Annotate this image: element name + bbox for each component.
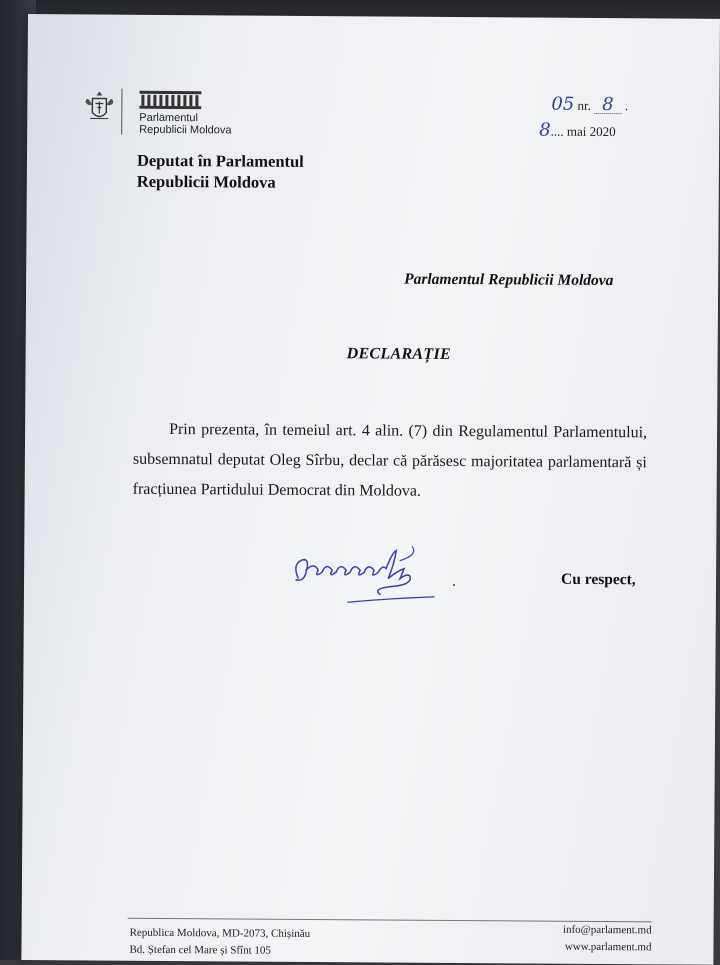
parliament-building-icon — [139, 89, 201, 109]
stray-mark — [453, 584, 455, 586]
addressee: Parlamentul Republicii Moldova — [404, 270, 614, 290]
sender-line1: Deputat în Parlamentul — [136, 150, 304, 171]
handwritten-signature — [288, 542, 438, 607]
date-suffix: .... mai 2020 — [550, 123, 616, 140]
org-name-line1: Parlamentul — [139, 111, 199, 125]
registration-number: 05 nr. 8 . — [551, 93, 629, 116]
document-date — [539, 120, 616, 142]
footer-address-line2: Bd. Ștefan cel Mare și Sfînt 105 — [129, 943, 271, 957]
footer-contacts — [553, 922, 651, 957]
handwritten-day: 05 — [551, 93, 575, 115]
declaration-body: Prin prezenta, în temeiul art. 4 alin. (7) din Regulamentul Parlamentului, subsemnatul deputat Oleg Sîrbu, declar că părăsesc majoritatea parlamentară și fracțiunea Partidului Democrat din Moldova. — [132, 420, 648, 500]
footer-address — [129, 925, 310, 960]
handwritten-date-day: 8 — [539, 119, 551, 141]
org-name-line2: Republicii Moldova — [139, 123, 232, 137]
sender-block — [137, 150, 304, 193]
coat-of-arms-icon — [83, 88, 115, 128]
closing-phrase: Cu respect, — [561, 570, 636, 589]
nr-label: nr. — [577, 97, 591, 113]
document-page — [21, 14, 720, 965]
letterhead-divider — [121, 89, 122, 135]
document-title: DECLARAȚIE — [346, 345, 452, 363]
sender-line2: Republicii Moldova — [136, 171, 276, 192]
handwritten-number: 8 — [602, 94, 614, 116]
footer-address-line1: Republica Moldova, MD-2073, Chișinău — [129, 926, 311, 940]
footer-email: info@parlament.md — [562, 923, 652, 937]
footer-website: www.parlament.md — [564, 940, 652, 954]
